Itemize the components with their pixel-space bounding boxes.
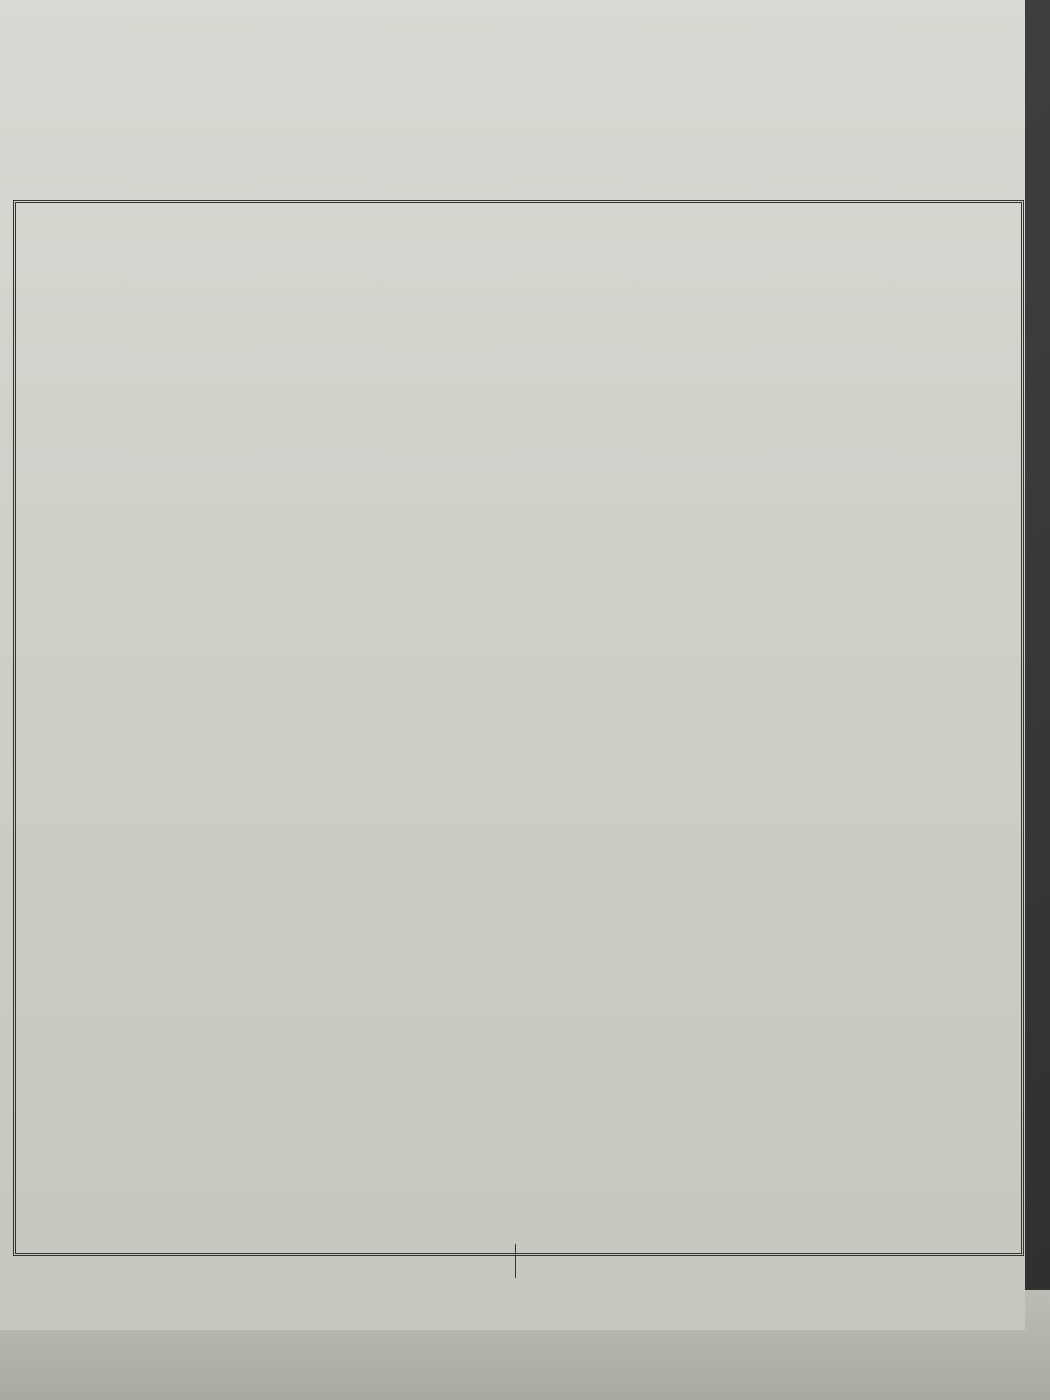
footnote-divider	[515, 1244, 516, 1278]
table-frame	[13, 200, 1024, 1256]
